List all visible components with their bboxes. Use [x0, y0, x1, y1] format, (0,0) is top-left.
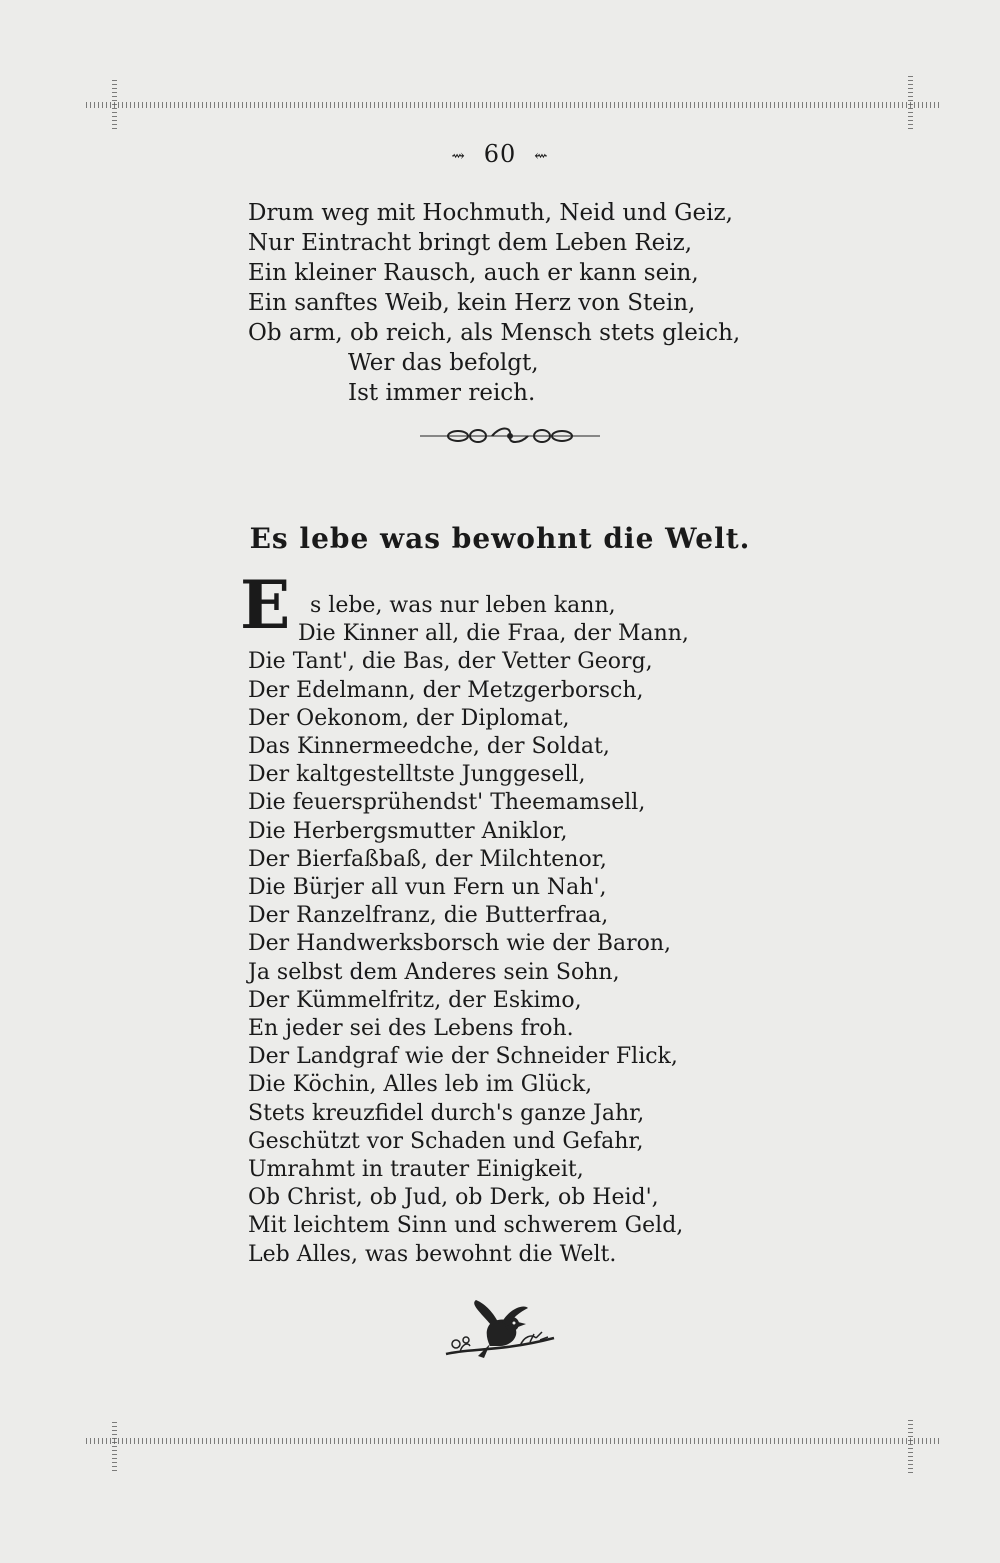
stanza-line: Nur Eintracht bringt dem Leben Reiz, [248, 230, 693, 256]
poem-line: En jeder sei des Lebens froh. [248, 1016, 574, 1042]
poem-line: Der kaltgestelltste Junggesell, [248, 762, 586, 788]
page-number-header [0, 140, 1000, 168]
stanza-line: Drum weg mit Hochmuth, Neid und Geiz, [248, 200, 733, 226]
poem-line: Der Landgraf wie der Schneider Flick, [248, 1044, 678, 1070]
stanza-line: Wer das befolgt, [348, 350, 539, 376]
poem-line: Die feuersprühendst' Theemamsell, [248, 790, 646, 816]
stanza-line: Ob arm, ob reich, als Mensch stets gleich, [248, 320, 741, 346]
poem-line: Der Ranzelfranz, die Butterfraa, [248, 903, 609, 929]
poem-line: Die Tant', die Bas, der Vetter Georg, [248, 649, 653, 675]
top-border-line [86, 102, 940, 108]
previous-poem-stanza [248, 198, 740, 408]
right-top-border-tick [908, 76, 913, 132]
page-number: 60 [483, 140, 517, 168]
poem-line: Stets kreuzfidel durch's ganze Jahr, [248, 1100, 645, 1126]
drop-cap-letter: E [240, 566, 291, 644]
poem-line: Der Bierfaßbaß, der Milchtenor, [248, 846, 607, 872]
right-bottom-border-tick [908, 1420, 913, 1476]
stanza-line: Ein kleiner Rausch, auch er kann sein, [248, 260, 699, 286]
bird-on-branch-icon [440, 1298, 560, 1368]
stanza-line: Ist immer reich. [348, 380, 536, 406]
poem-line: Die Bürjer all vun Fern un Nah', [248, 875, 607, 901]
poem-line: Leb Alles, was bewohnt die Welt. [248, 1241, 617, 1267]
poem-line: Mit leichtem Sinn und schwerem Geld, [248, 1213, 684, 1239]
right-ornament-icon: ⇜ [534, 146, 549, 165]
poem-line: Der Kümmelfritz, der Eskimo, [248, 987, 582, 1013]
poem-line: Umrahmt in trauter Einigkeit, [248, 1157, 584, 1183]
poem-line: Der Edelmann, der Metzgerborsch, [248, 677, 644, 703]
stanza-line: Ein sanftes Weib, kein Herz von Stein, [248, 290, 696, 316]
poem-line: Die Köchin, Alles leb im Glück, [248, 1072, 593, 1098]
left-ornament-icon: ⇝ [451, 146, 466, 165]
poem-title: Es lebe was bewohnt die Welt. [249, 522, 751, 555]
poem-line: Die Kinner all, die Fraa, der Mann, [298, 621, 689, 647]
poem-line: Ja selbst dem Anderes sein Sohn, [248, 959, 620, 985]
ornamental-divider-icon [420, 424, 600, 448]
left-bottom-border-tick [112, 1422, 117, 1474]
left-top-border-tick [112, 80, 117, 130]
poem-line: s lebe, was nur leben kann, [310, 593, 616, 618]
poem-line: Der Oekonom, der Diplomat, [248, 705, 570, 731]
poem-line: Der Handwerksborsch wie der Baron, [248, 931, 672, 957]
poem-body [248, 592, 689, 1269]
poem-line: Geschützt vor Schaden und Gefahr, [248, 1128, 644, 1154]
bottom-border-line [86, 1438, 940, 1444]
poem-line: Die Herbergsmutter Aniklor, [248, 818, 568, 844]
poem-line: Das Kinnermeedche, der Soldat, [248, 734, 610, 760]
poem-line: Ob Christ, ob Jud, ob Derk, ob Heid', [248, 1185, 659, 1211]
